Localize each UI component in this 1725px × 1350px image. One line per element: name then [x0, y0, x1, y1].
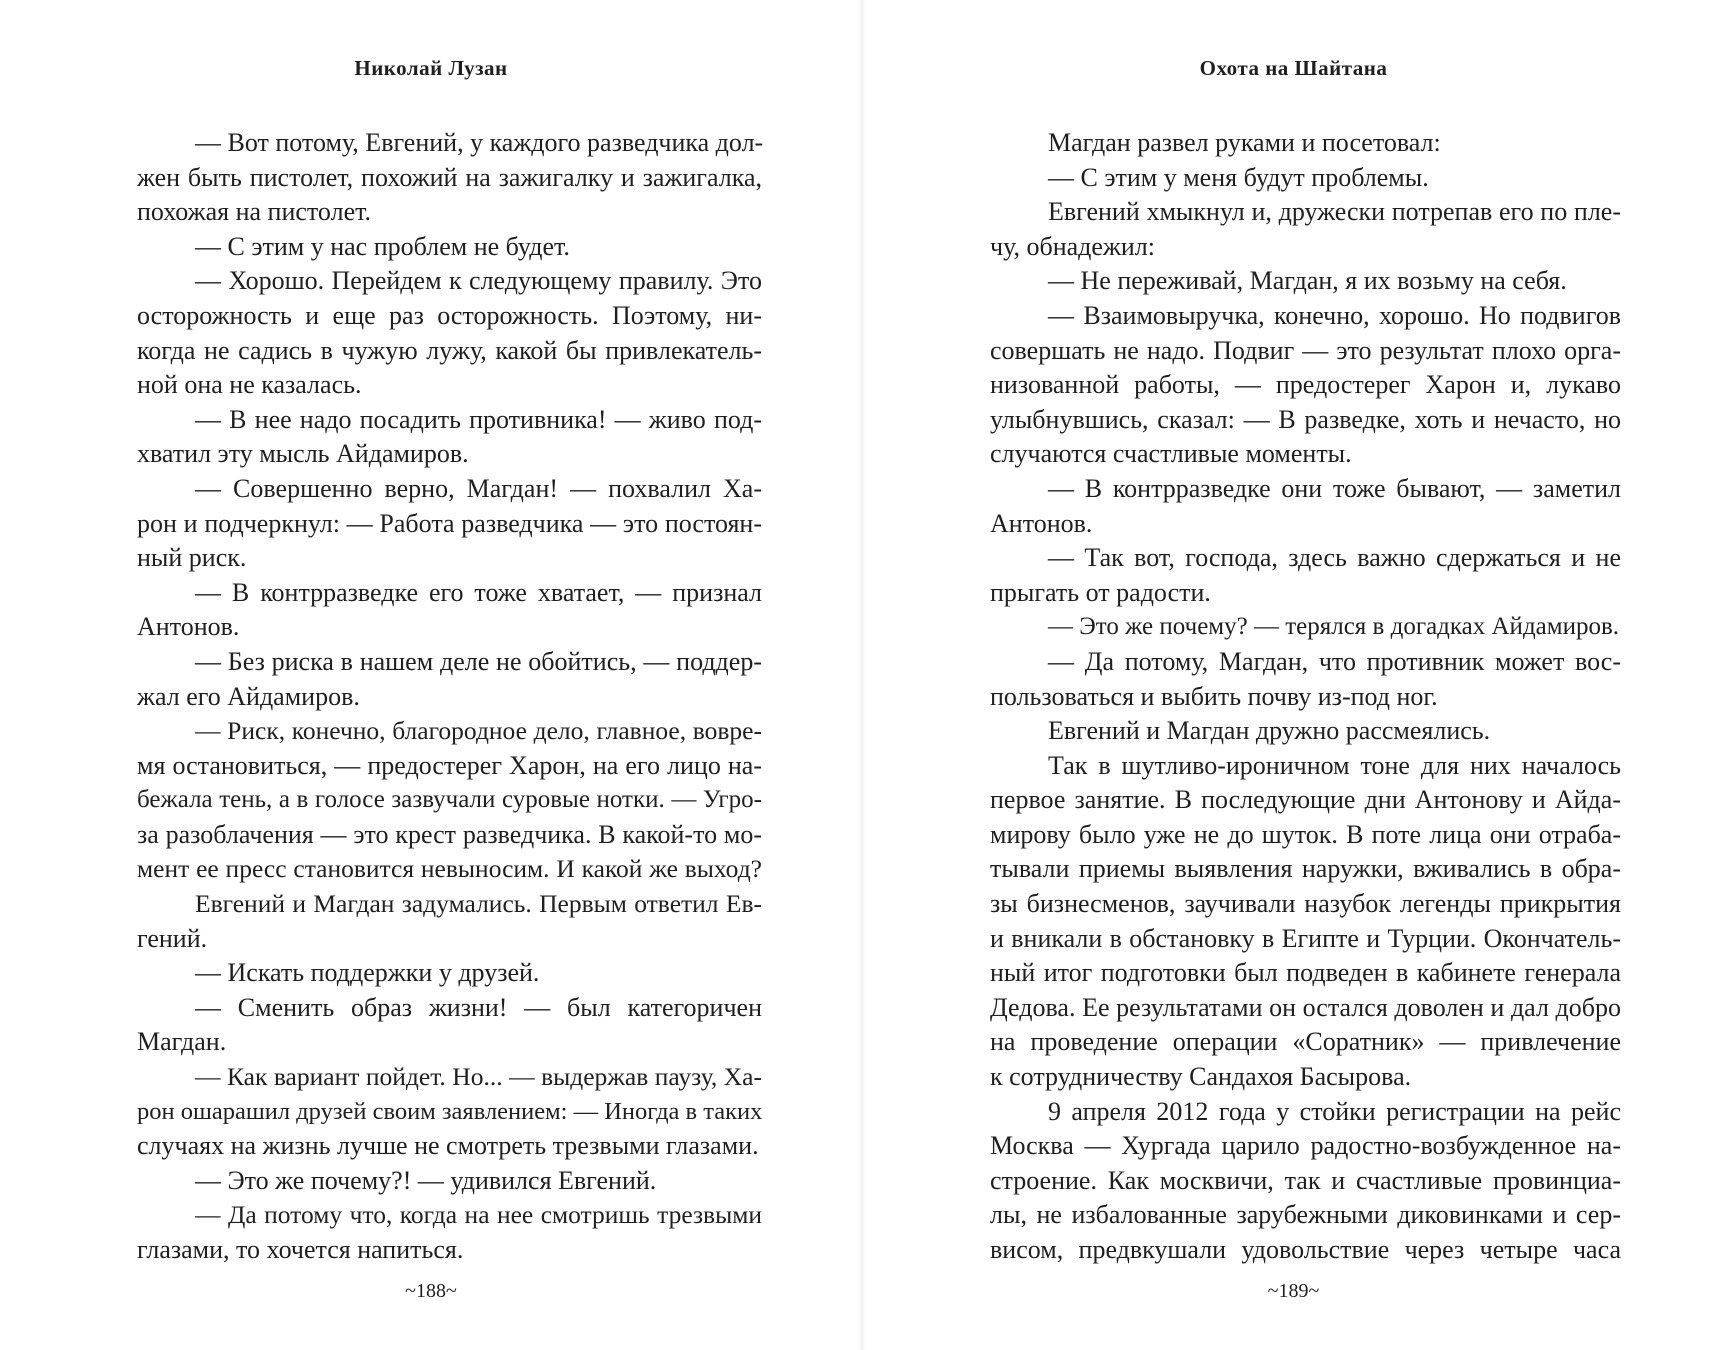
text-line: — Искать поддержки у друзей. — [195, 958, 540, 988]
text-line: — В контрразведке они тоже бывают, — заметил — [1048, 473, 1621, 503]
text-line: мя остановиться, — предостерег Харон, на его лицо на- — [137, 750, 762, 780]
right-page — [862, 0, 1725, 1350]
text-line: Дедова. Ее результатами он остался доволен и дал добро — [990, 992, 1621, 1022]
left-page — [0, 0, 862, 1350]
text-line: мирову было уже не до шуток. В поте лица они отраба- — [990, 819, 1621, 849]
text-line: строение. Как москвичи, так и счастливые провинциа- — [990, 1165, 1621, 1195]
text-line: — Без риска в нашем деле не обойтись, — поддер- — [195, 646, 762, 676]
text-line: — Совершенно верно, Магдан! — похвалил Ха- — [195, 473, 762, 503]
text-line: жен быть пистолет, похожий на зажигалку и зажигалка, — [137, 162, 762, 192]
text-line: Евгений и Магдан задумались. Первым ответил Ев- — [195, 889, 762, 919]
text-line: прыгать от радости. — [990, 577, 1211, 607]
text-line: низованной работы, — предостерег Харон и, лукаво — [990, 370, 1621, 400]
text-line: — Взаимовыручка, конечно, хорошо. Но подвигов — [1048, 300, 1621, 330]
text-line: когда не садись в чужую лужу, какой бы привлекатель- — [137, 335, 762, 365]
text-line: Антонов. — [137, 612, 240, 642]
text-line: улыбнувшись, сказал: — В разведке, хоть и нечасто, но — [990, 404, 1621, 434]
text-line: — Риск, конечно, благородное дело, главное, вовре- — [195, 716, 762, 746]
text-line: глазами, то хочется напиться. — [137, 1235, 464, 1264]
text-line: рон и подчеркнул: — Работа разведчика — это постоян- — [137, 508, 762, 538]
text-line: тывали приемы выявления наружки, вживались в обра- — [990, 854, 1621, 884]
text-line: за разоблачения — это крест разведчика. В какой-то мо- — [137, 819, 762, 849]
text-line: Магдан. — [137, 1027, 227, 1057]
text-line: чу, обнадежил: — [990, 231, 1156, 261]
text-line: Москва — Хургада царило радостно-возбужденное на- — [990, 1131, 1621, 1161]
text-line: случаются счастливые моменты. — [990, 439, 1352, 469]
text-line: — Вот потому, Евгений, у каждого разведчика дол- — [195, 128, 764, 157]
text-line: на проведение операции «Соратник» — привлечение — [990, 1027, 1621, 1057]
running-head-title: Охота на Шайтана — [1199, 56, 1388, 80]
text-line: ной она не казалась. — [137, 370, 362, 400]
text-line: и вникали в обстановку в Египте и Турции. Окончатель- — [990, 923, 1621, 953]
text-line: — Это же почему? — терялся в догадках Айдамиров. — [1048, 613, 1620, 641]
text-line: случаях на жизнь лучше не смотреть трезвыми глазами. — [137, 1131, 759, 1161]
text-line: бежала тень, а в голосе зазвучали суровые нотки. — Угро- — [137, 786, 762, 814]
text-line: — Это же почему?! — удивился Евгений. — [195, 1165, 657, 1195]
text-line: зы бизнесменов, заучивали назубок легенды прикрытия — [990, 889, 1621, 919]
page-number: ~188~ — [405, 1280, 457, 1302]
right-page-text — [990, 126, 1621, 1268]
text-line: ный итог подготовки был подведен в кабинете генерала — [990, 958, 1621, 988]
text-line: гений. — [137, 923, 208, 953]
text-line: — Да потому что, когда на нее смотришь трезвыми — [195, 1200, 762, 1230]
text-line: ный риск. — [137, 543, 247, 573]
text-line: — Да потому, Магдан, что противник может вос- — [1048, 646, 1621, 676]
text-line: — С этим у нас проблем не будет. — [195, 231, 570, 261]
text-line: совершать не надо. Подвиг — это результат плохо орга- — [990, 335, 1621, 365]
left-page-text — [137, 126, 762, 1268]
text-line: — Так вот, господа, здесь важно сдержаться и не — [1048, 543, 1621, 573]
text-line: — Как вариант пойдет. Но... — выдержав паузу, Ха- — [195, 1062, 762, 1092]
text-line: 9 апреля 2012 года у стойки регистрации на рейс — [1048, 1096, 1621, 1126]
text-line: Евгений хмыкнул и, дружески потрепав его по пле- — [1048, 197, 1621, 227]
text-line: Евгений и Магдан дружно рассмеялись. — [1048, 716, 1491, 746]
text-line: пользоваться и выбить почву из-под ног. — [990, 681, 1438, 711]
text-line: Так в шутливо-ироничном тоне для них началось — [1048, 750, 1621, 780]
text-line: осторожность и еще раз осторожность. Поэтому, ни- — [137, 300, 762, 330]
text-line: — В нее надо посадить противника! — живо под- — [195, 404, 762, 434]
text-line: похожая на пистолет. — [137, 197, 372, 227]
text-line: висом, предвкушали удовольствие через четыре часа — [990, 1235, 1621, 1264]
text-line: — Хорошо. Перейдем к следующему правилу. Это — [195, 266, 762, 296]
text-line: жал его Айдамиров. — [137, 681, 360, 711]
running-head-author: Николай Лузан — [354, 56, 508, 80]
text-line: Антонов. — [990, 508, 1093, 538]
text-line: к сотрудничеству Сандахоя Басырова. — [990, 1062, 1412, 1092]
text-line: хватил эту мысль Айдамиров. — [137, 439, 469, 469]
text-line: первое занятие. В последующие дни Антонову и Айда- — [990, 785, 1621, 815]
text-line: Магдан развел руками и посетовал: — [1048, 128, 1441, 157]
text-line: — С этим у меня будут проблемы. — [1048, 162, 1429, 192]
text-line: — Не переживай, Магдан, я их возьму на себя. — [1048, 266, 1567, 296]
text-line: лы, не избалованные зарубежными диковинками и сер- — [990, 1200, 1621, 1230]
text-line: — Сменить образ жизни! — был категоричен — [195, 992, 762, 1022]
text-line: мент ее пресс становится невыносим. И какой же выход? — [137, 854, 762, 884]
text-line: рон ошарашил друзей своим заявлением: — Иногда в таких — [137, 1097, 763, 1125]
text-line: — В контрразведке его тоже хватает, — признал — [195, 577, 762, 607]
page-number: ~189~ — [1267, 1280, 1320, 1302]
